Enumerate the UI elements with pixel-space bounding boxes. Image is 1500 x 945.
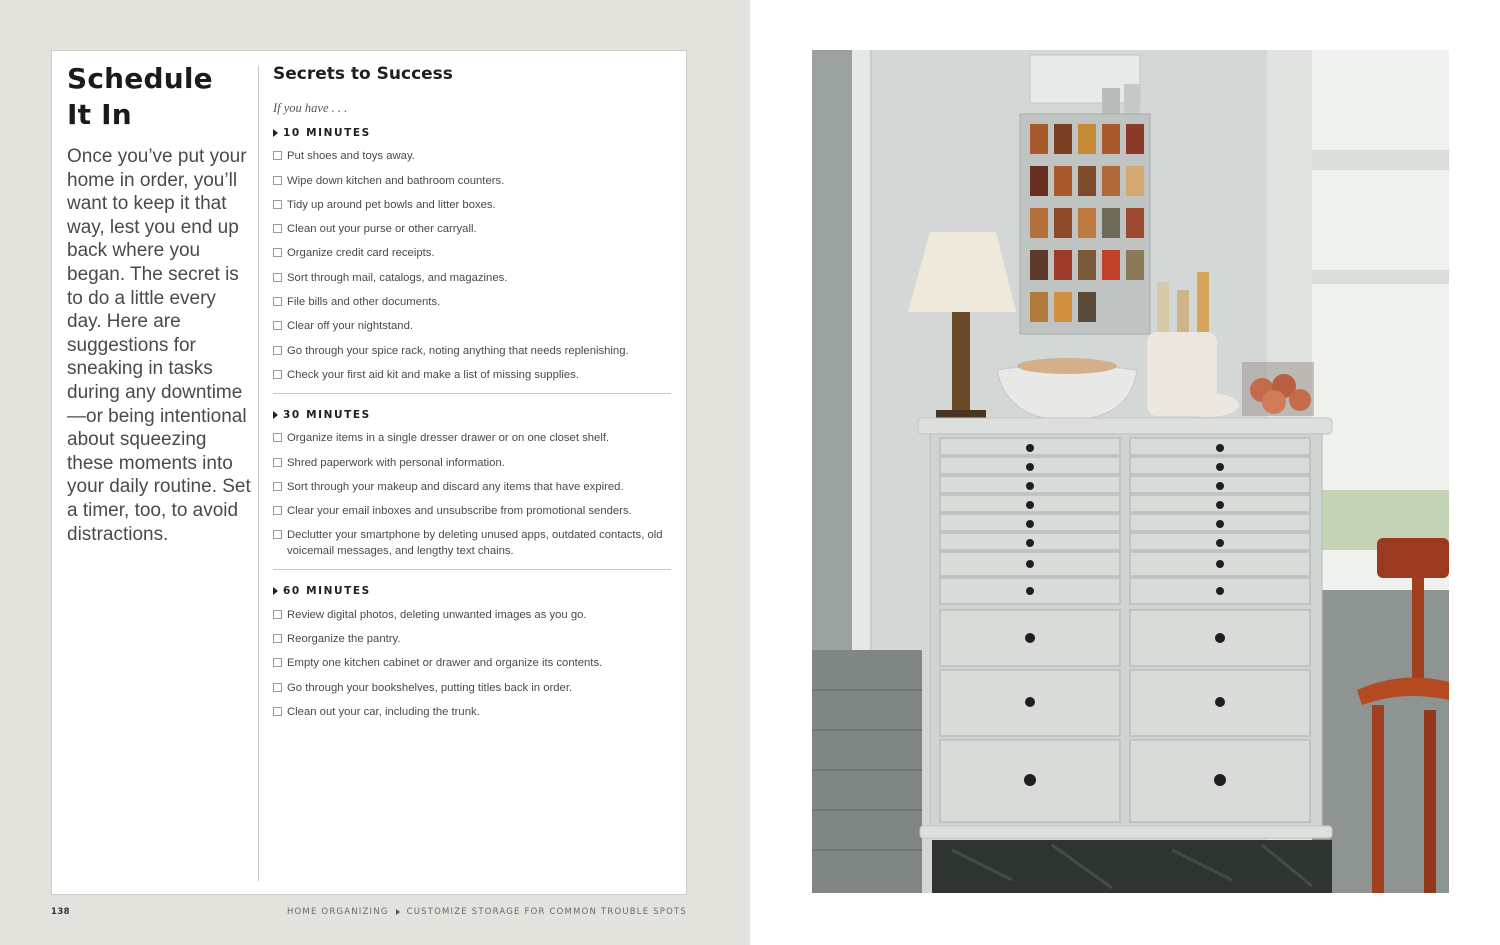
list-item-text: Declutter your smartphone by deleting unused apps, outdated contacts, old voicemail messages, and lengthy text chains.: [287, 529, 663, 558]
checkbox-icon: [273, 346, 282, 355]
checkbox-icon: [273, 248, 282, 257]
checkbox-icon: [273, 707, 282, 716]
checkbox-icon: [273, 530, 282, 539]
checklist-column: [273, 63, 673, 720]
section-separator: [273, 569, 671, 570]
list-item-text: Go through your bookshelves, putting titles back in order.: [287, 681, 573, 694]
list-item: [273, 367, 673, 383]
list-item: [273, 318, 673, 334]
list-item-text: Wipe down kitchen and bathroom counters.: [287, 174, 505, 187]
checkbox-icon: [273, 224, 282, 233]
checklist: [273, 430, 673, 559]
list-item-text: File bills and other documents.: [287, 296, 441, 309]
title-line-2: It In: [67, 98, 132, 131]
page-footer: [51, 906, 687, 920]
checklist-section: [273, 408, 673, 570]
checkbox-icon: [273, 200, 282, 209]
list-item: [273, 655, 673, 671]
list-item-text: Organize credit card receipts.: [287, 247, 435, 260]
checklist: [273, 607, 673, 720]
list-item-text: Clear your email inboxes and unsubscribe from promotional senders.: [287, 505, 632, 518]
checkbox-icon: [273, 482, 282, 491]
intro-paragraph: Once you’ve put your home in order, you’ll want to keep it that way, lest you end up back where you began. The secret is to do a little every day. Here are suggestions for sneaking in tasks during any downtime—or being intentional about squeezing these moments into your daily routine. Set a timer, too, to avoid distractions.: [67, 146, 251, 545]
list-item-text: Go through your spice rack, noting anything that needs replenishing.: [287, 344, 629, 357]
chapter-title: CUSTOMIZE STORAGE FOR COMMON TROUBLE SPOTS: [406, 907, 687, 917]
list-item: [273, 680, 673, 696]
list-item-text: Clean out your car, including the trunk.: [287, 705, 480, 718]
section-heading-label: 10 MINUTES: [283, 127, 371, 139]
list-item-text: Clean out your purse or other carryall.: [287, 223, 477, 236]
list-item: [273, 455, 673, 471]
checkbox-icon: [273, 458, 282, 467]
section-heading: [273, 126, 673, 140]
checkbox-icon: [273, 506, 282, 515]
list-item: [273, 631, 673, 647]
section-separator: [273, 393, 671, 394]
page-number: 138: [51, 907, 70, 917]
title-line-1: Schedule: [67, 62, 213, 95]
checkbox-icon: [273, 634, 282, 643]
section-heading-label: 60 MINUTES: [283, 585, 371, 598]
list-item-text: Put shoes and toys away.: [287, 150, 415, 163]
checkbox-icon: [273, 683, 282, 692]
list-item-text: Tidy up around pet bowls and litter boxes.: [287, 198, 496, 211]
list-item-text: Reorganize the pantry.: [287, 633, 401, 646]
list-item-text: Sort through mail, catalogs, and magazines.: [287, 271, 508, 284]
list-item: [273, 607, 673, 623]
checkbox-icon: [273, 297, 282, 306]
checkbox-icon: [273, 273, 282, 282]
checkbox-icon: [273, 321, 282, 330]
checkbox-icon: [273, 176, 282, 185]
checkbox-icon: [273, 370, 282, 379]
checklist-section: [273, 584, 673, 719]
list-item: [273, 270, 673, 286]
list-item: [273, 503, 673, 519]
small-arrow-icon: [396, 909, 400, 915]
lead-text: If you have . . .: [273, 101, 348, 115]
section-heading: [273, 408, 673, 422]
list-item: [273, 245, 673, 261]
content-card: [51, 50, 687, 895]
list-item: [273, 704, 673, 720]
list-item: [273, 479, 673, 495]
section-heading-label: 30 MINUTES: [283, 408, 371, 421]
list-item: [273, 173, 673, 189]
list-item: [273, 527, 673, 559]
right-page: [750, 0, 1500, 945]
dresser-photo: [812, 50, 1449, 893]
list-item-text: Shred paperwork with personal information.: [287, 456, 505, 469]
list-item: [273, 197, 673, 213]
arrow-icon: [273, 411, 278, 419]
list-item-text: Empty one kitchen cabinet or drawer and organize its contents.: [287, 657, 603, 670]
checklist-sections: [273, 126, 673, 720]
list-item-text: Check your first aid kit and make a list of missing supplies.: [287, 368, 579, 381]
checkbox-icon: [273, 658, 282, 667]
list-item: [273, 430, 673, 446]
list-item-text: Review digital photos, deleting unwanted images as you go.: [287, 608, 587, 621]
section-heading: [273, 584, 673, 598]
arrow-icon: [273, 587, 278, 595]
page-title: [67, 61, 257, 133]
checkbox-icon: [273, 433, 282, 442]
running-head: [287, 907, 687, 917]
list-item: [273, 221, 673, 237]
list-item-text: Organize items in a single dresser drawer or on one closet shelf.: [287, 432, 610, 445]
list-item: [273, 343, 673, 359]
book-title: HOME ORGANIZING: [286, 907, 389, 917]
checklist: [273, 148, 673, 383]
column-divider: [258, 66, 259, 881]
checkbox-icon: [273, 151, 282, 160]
intro-column: [67, 61, 257, 546]
list-item-text: Sort through your makeup and discard any items that have expired.: [287, 480, 624, 493]
checkbox-icon: [273, 610, 282, 619]
secrets-title: Secrets to Success: [273, 64, 453, 84]
checklist-section: [273, 126, 673, 394]
list-item: [273, 148, 673, 164]
list-item: [273, 294, 673, 310]
arrow-icon: [273, 129, 278, 137]
dresser-photo-illustration: [812, 50, 1449, 893]
list-item-text: Clear off your nightstand.: [287, 320, 414, 333]
